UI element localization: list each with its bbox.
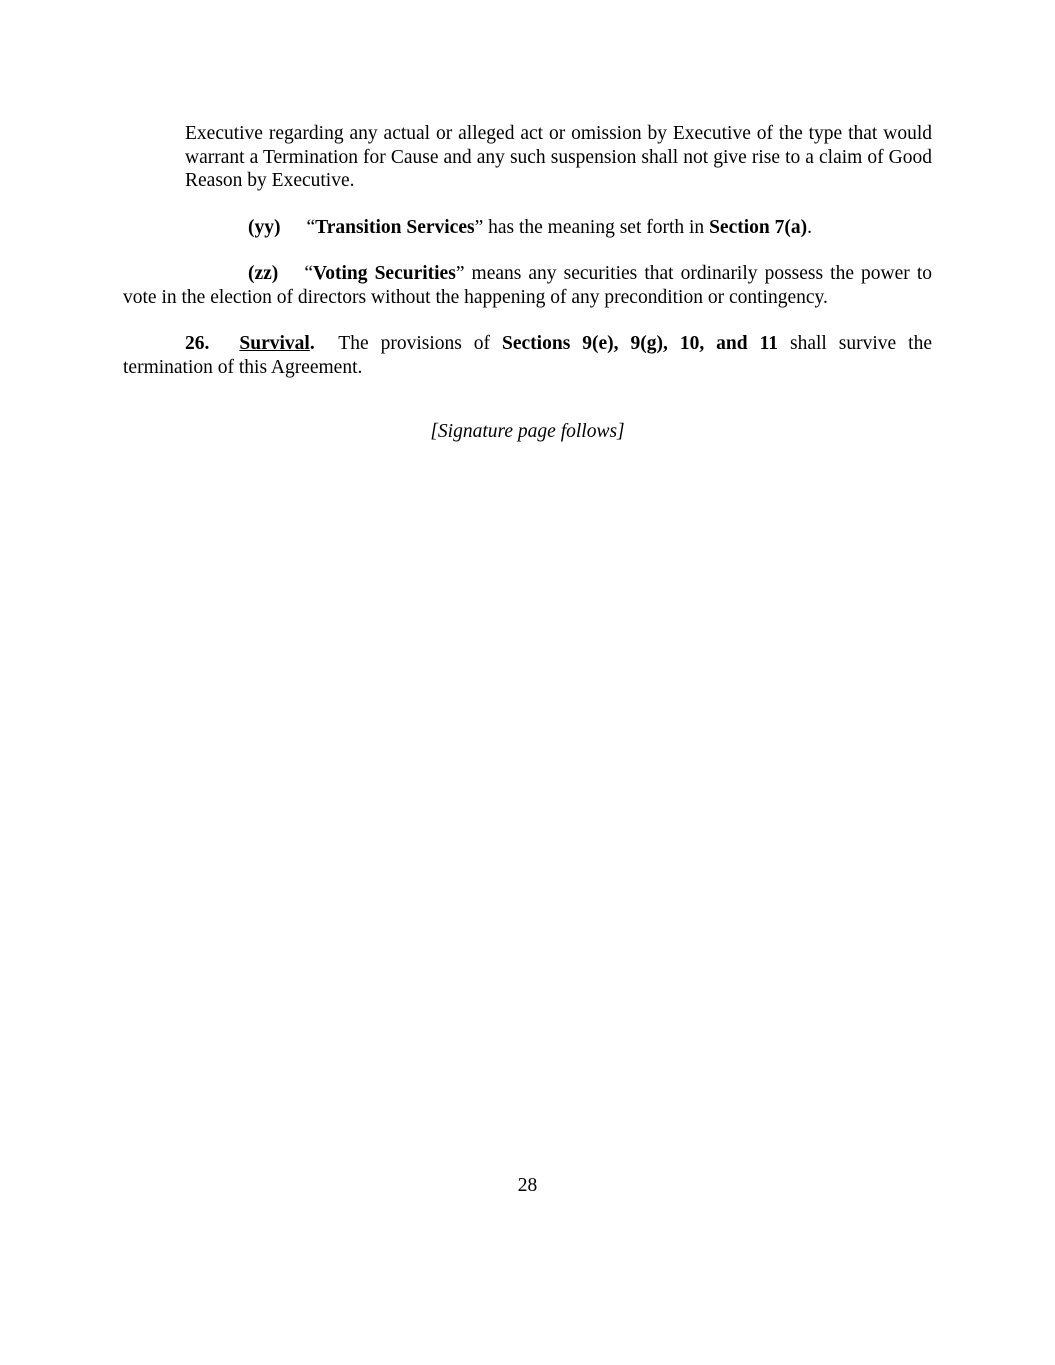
- paragraph-continuation: Executive regarding any actual or alleged act or omission by Executive of the type that would warrant a Termination for Cause and any such suspension shall not give rise to a claim of Good Reason by Executive.: [185, 123, 932, 191]
- defined-term-transition-services: Transition Services: [315, 216, 475, 238]
- close-quote: ”: [455, 263, 465, 284]
- page-content: [123, 122, 932, 444]
- paragraph-clause-yy: [123, 216, 932, 240]
- section-reference-7a: Section 7(a): [709, 216, 808, 238]
- clause-zz-text: means any securities that ordinarily possess the power to vote in the election of directors without the happening of any precondition or contingency.: [123, 263, 932, 308]
- close-quote: ”: [474, 216, 484, 238]
- signature-page-note: [Signature page follows]: [430, 421, 625, 442]
- clause-label-zz: (zz): [248, 263, 279, 284]
- survival-text-end: shall survive the termination of this Agreement.: [123, 333, 933, 378]
- survival-text: The provisions of: [314, 333, 503, 354]
- section-number-26: 26.: [185, 333, 210, 354]
- section-heading-period: .: [309, 333, 315, 354]
- paragraph-clause-zz: [123, 262, 932, 309]
- clause-label-yy: (yy): [248, 216, 281, 238]
- sections-reference: Sections 9(e), 9(g), 10, and 11: [502, 333, 779, 354]
- open-quote: “: [306, 216, 316, 238]
- open-quote: “: [304, 263, 313, 284]
- defined-term-voting-securities: Voting Securities: [312, 263, 456, 284]
- section-heading-survival: Survival: [239, 333, 310, 354]
- clause-yy-period: .: [807, 216, 812, 238]
- paragraph-survival: [123, 332, 932, 379]
- page-number: 28: [517, 1175, 538, 1196]
- clause-yy-text: has the meaning set forth in: [483, 216, 710, 238]
